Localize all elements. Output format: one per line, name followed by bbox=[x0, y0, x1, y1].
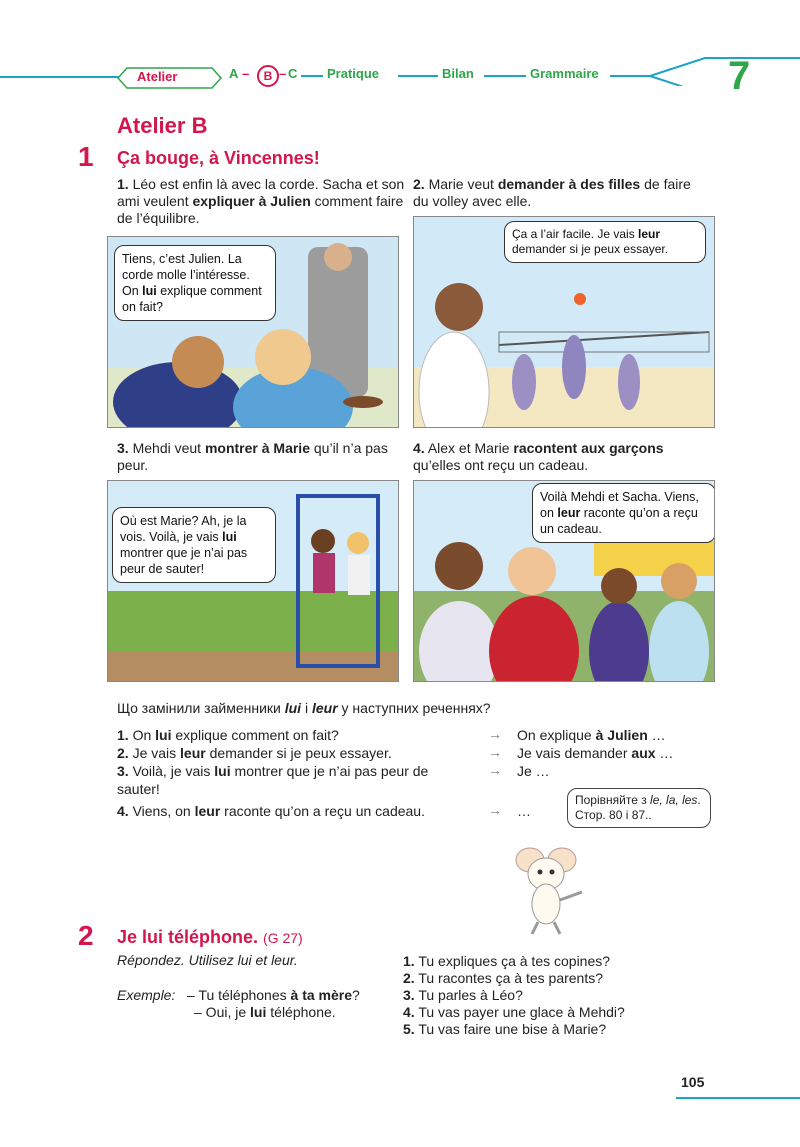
comic-panel-2 bbox=[413, 216, 715, 428]
speech-bubble-3: Où est Marie? Ah, je la vois. Voilà, je vais lui montrer que je n’ai pas peur de sauter! bbox=[112, 507, 276, 583]
exercise-1-title: Ça bouge, à Vincennes! bbox=[117, 148, 320, 168]
nav-b-current[interactable]: B bbox=[257, 65, 279, 87]
speech-bubble-1: Tiens, c’est Julien. La corde molle l’intéresse. On lui explique comment on fait? bbox=[114, 245, 276, 321]
sentence-1: 1. On lui explique comment on fait? bbox=[117, 727, 339, 743]
mascot-mouse-illustration bbox=[500, 842, 595, 937]
list-item: 4. Tu vas payer une glace à Mehdi? bbox=[403, 1004, 625, 1020]
arrow-4: → bbox=[488, 802, 502, 818]
caption-1: 1. Léo est enfin là avec la corde. Sacha et son ami veulent expliquer à Julien comment faire de l’équilibre. bbox=[117, 176, 405, 226]
answer-3: Je … bbox=[517, 763, 550, 779]
exercise-2-instruction: Répondez. Utilisez lui et leur. bbox=[117, 952, 298, 968]
exercise-2-items bbox=[403, 953, 625, 1038]
arrow-2: → bbox=[488, 744, 502, 760]
example-answer: – Oui, je lui téléphone. bbox=[194, 1004, 336, 1020]
page-number-rule bbox=[676, 1097, 800, 1099]
answer-2: Je vais demander aux … bbox=[517, 745, 674, 761]
speech-bubble-4: Voilà Mehdi et Sacha. Viens, on leur raconte qu’on a reçu un cadeau. bbox=[532, 483, 715, 543]
arrow-3: → bbox=[488, 762, 502, 778]
nav-bilan[interactable]: Bilan bbox=[442, 66, 474, 81]
exercise-2-number: 2 bbox=[78, 920, 94, 951]
caption-2: 2. Marie veut demander à des filles de faire du volley avec elle. bbox=[413, 176, 691, 209]
list-item: 3. Tu parles à Léo? bbox=[403, 987, 523, 1003]
nav-c[interactable]: C bbox=[288, 66, 298, 81]
page-title: Atelier B bbox=[117, 113, 208, 138]
exercise-1-number: 1 bbox=[78, 141, 94, 172]
nav-tab-atelier[interactable]: Atelier bbox=[117, 66, 222, 88]
comic-panel-3 bbox=[107, 480, 399, 682]
sentence-4: 4. Viens, on leur raconte qu’on a reçu un cadeau. bbox=[117, 803, 425, 819]
sentence-2: 2. Je vais leur demander si je peux essayer. bbox=[117, 745, 392, 761]
speech-bubble-2: Ça a l’air facile. Je vais leur demander si je peux essayer. bbox=[504, 221, 706, 263]
list-item: 1. Tu expliques ça à tes copines? bbox=[403, 953, 611, 969]
list-item: 5. Tu vas faire une bise à Marie? bbox=[403, 1021, 607, 1037]
example-label: Exemple: bbox=[117, 987, 176, 1003]
sentence-3: 3. Voilà, je vais lui montrer que je n’ai pas peur de sauter! bbox=[117, 763, 429, 797]
list-item: 2. Tu racontes ça à tes parents? bbox=[403, 970, 604, 986]
chapter-navigation: Atelier A – B – C Pratique Bilan Grammaire bbox=[0, 62, 800, 92]
comic-panel-1 bbox=[107, 236, 399, 428]
answer-1: On explique à Julien … bbox=[517, 727, 666, 743]
caption-3: 3. Mehdi veut montrer à Marie qu’il n’a pas peur. bbox=[117, 440, 388, 473]
nav-a[interactable]: A bbox=[229, 66, 239, 81]
nav-grammaire[interactable]: Grammaire bbox=[530, 66, 599, 81]
page-number: 105 bbox=[681, 1074, 705, 1090]
arrow-1: → bbox=[488, 726, 502, 742]
chapter-tab-shape bbox=[610, 56, 800, 86]
exercise-2-title: Je lui téléphone. (G 27) bbox=[117, 927, 303, 947]
caption-4: 4. Alex et Marie racontent aux garçons qu’elles ont reçu un cadeau. bbox=[413, 440, 664, 473]
nav-pratique[interactable]: Pratique bbox=[327, 66, 380, 81]
grammar-note-bubble: Порівняйте з le, la, les. Стор. 80 і 87.. bbox=[567, 788, 711, 828]
exercise-1-question: Що замінили займенники lui і leur у наступних реченнях? bbox=[117, 700, 491, 716]
comic-panel-4 bbox=[413, 480, 715, 682]
chapter-number: 7 bbox=[728, 54, 751, 98]
example-question: – Tu téléphones à ta mère? bbox=[187, 987, 360, 1003]
answer-4: … bbox=[517, 803, 531, 819]
